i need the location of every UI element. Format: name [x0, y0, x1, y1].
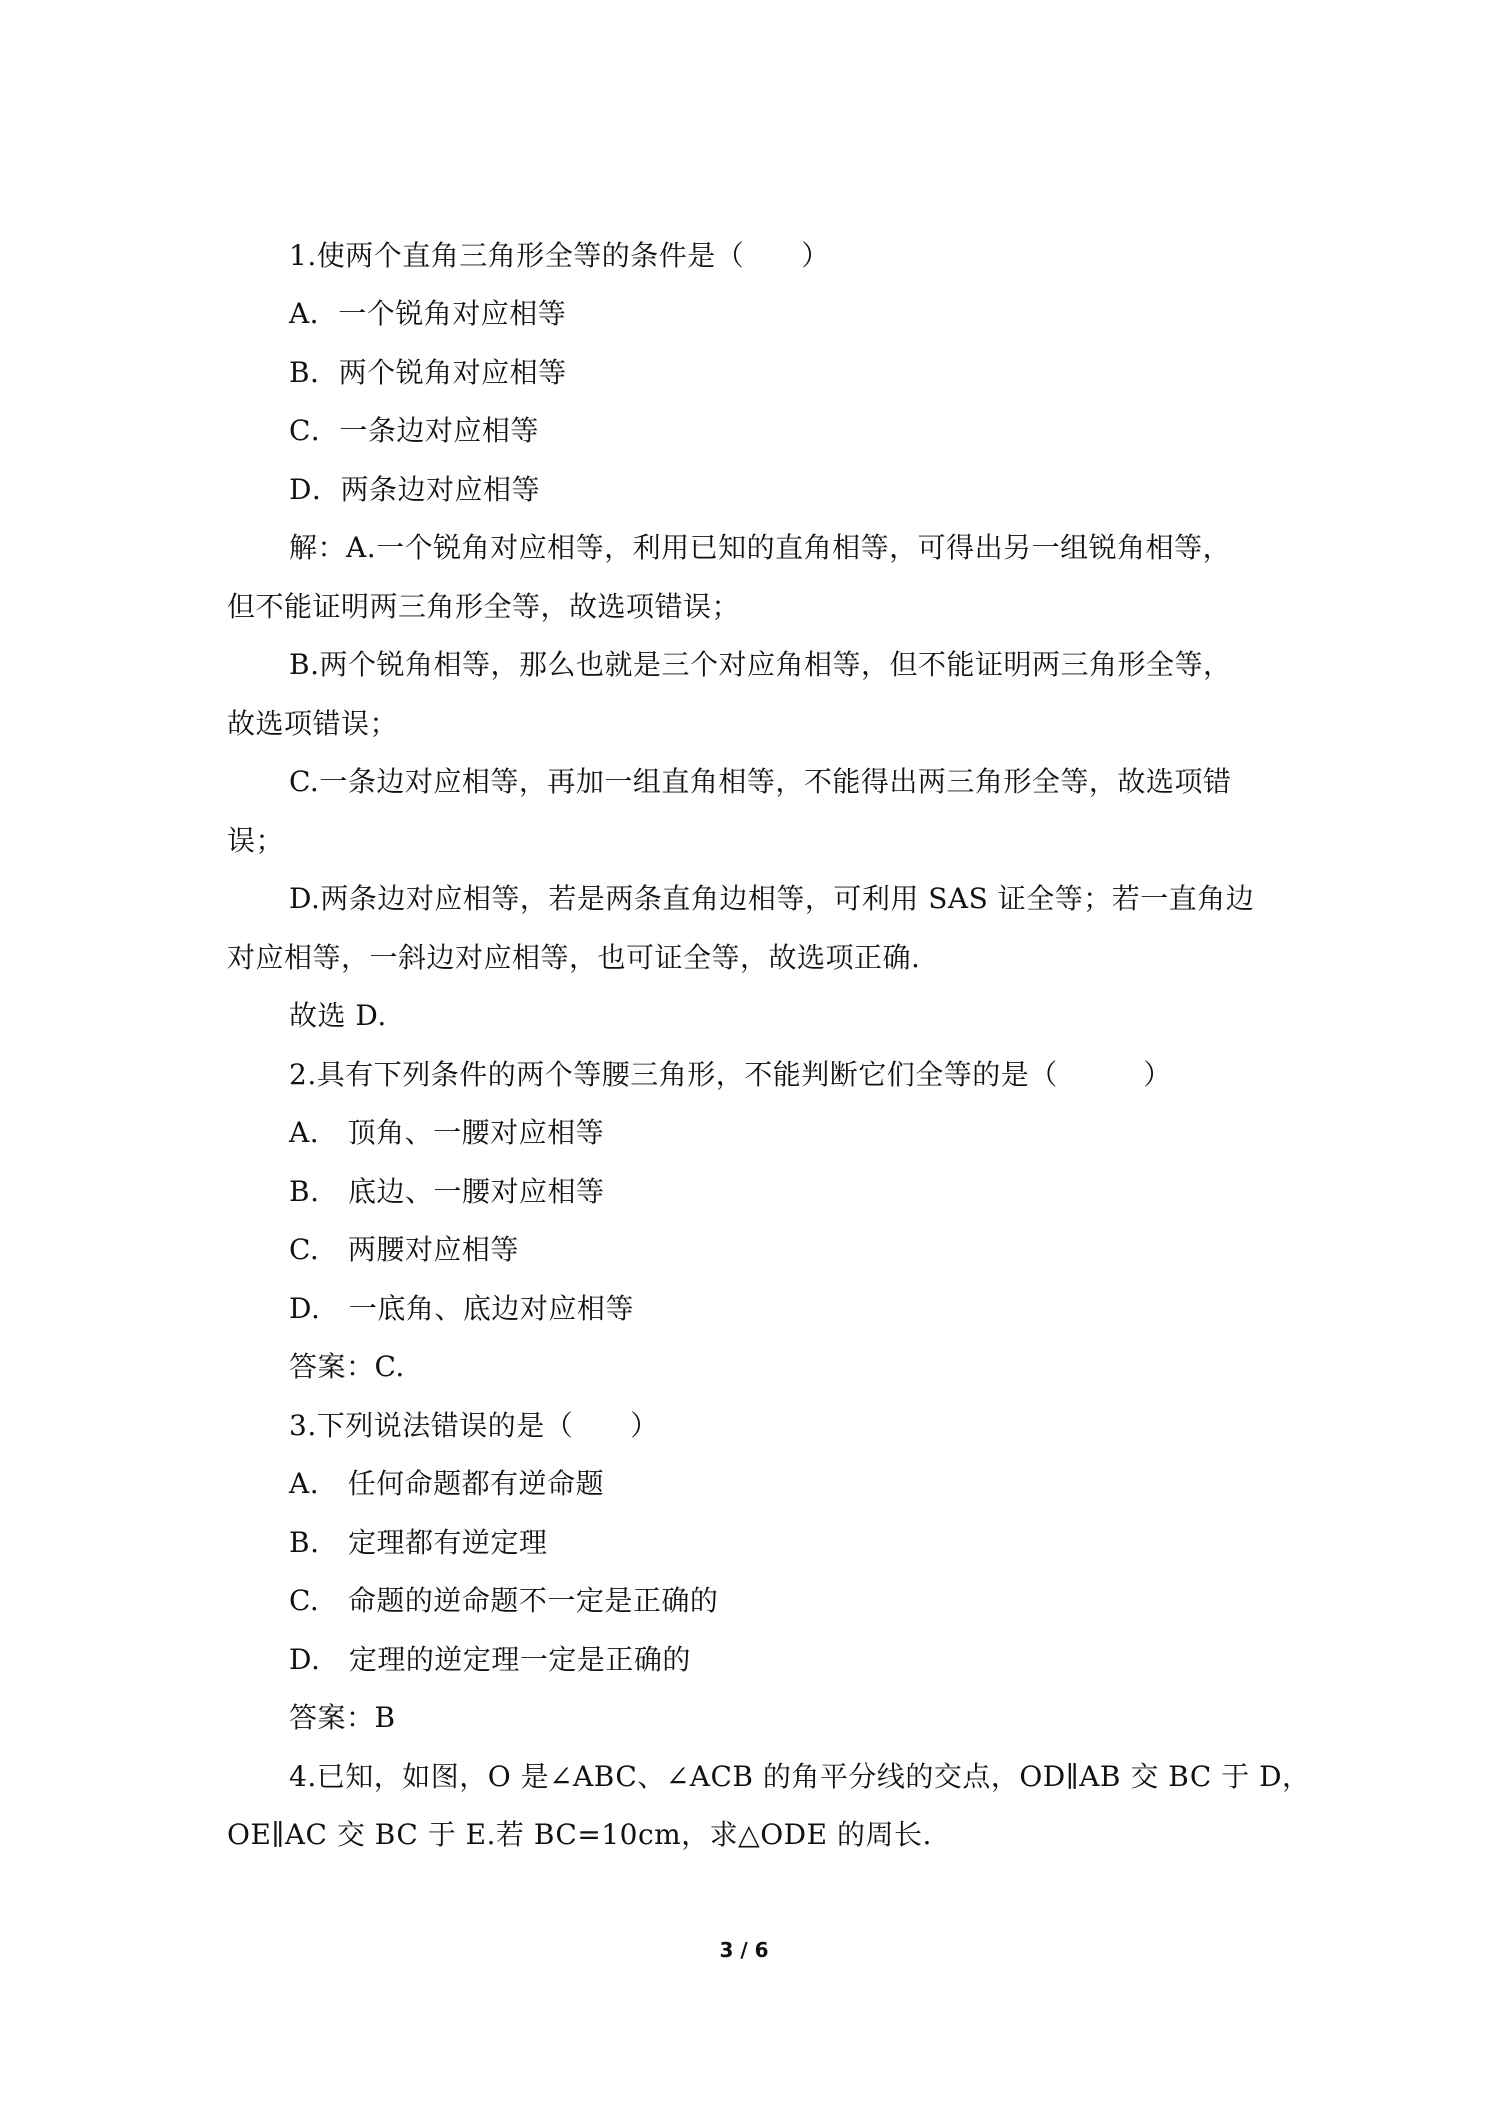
question-1-solution-b-line2: 故选项错误； — [227, 707, 399, 740]
question-1-option-c: C．一条边对应相等 — [289, 414, 539, 447]
question-1-option-d: D．两条边对应相等 — [289, 473, 540, 506]
question-2-option-a: A. 顶角、一腰对应相等 — [289, 1116, 605, 1149]
question-3-option-b: B. 定理都有逆定理 — [289, 1526, 548, 1559]
question-1-stem: 1.使两个直角三角形全等的条件是（ ） — [289, 239, 830, 272]
question-4-stem-line1: 4.已知，如图，O 是∠ABC、∠ACB 的角平分线的交点，OD∥AB 交 BC 于 D， — [289, 1760, 1311, 1793]
question-1-solution-d-line1: D.两条边对应相等，若是两条直角边相等，可利用 SAS 证全等；若一直角边 — [289, 882, 1255, 915]
question-1-solution-c-line1: C.一条边对应相等，再加一组直角相等，不能得出两三角形全等，故选项错 — [289, 765, 1232, 798]
question-4-stem-line2: OE∥AC 交 BC 于 E.若 BC=10cm，求△ODE 的周长. — [227, 1818, 932, 1851]
question-1-solution-c-line2: 误； — [227, 824, 285, 857]
question-1-option-b: B．两个锐角对应相等 — [289, 356, 567, 389]
question-1-solution-d-line2: 对应相等，一斜边对应相等，也可证全等，故选项正确. — [227, 941, 921, 974]
question-2-option-d: D. 一底角、底边对应相等 — [289, 1292, 634, 1325]
question-3-stem: 3.下列说法错误的是（ ） — [289, 1409, 659, 1442]
question-3-option-a: A. 任何命题都有逆命题 — [289, 1467, 605, 1500]
question-1-option-a: A．一个锐角对应相等 — [289, 297, 567, 330]
question-1-solution-a-line1: 解：A.一个锐角对应相等，利用已知的直角相等，可得出另一组锐角相等， — [289, 531, 1232, 564]
page-number: 3 / 6 — [719, 1938, 769, 1962]
question-3-option-d: D. 定理的逆定理一定是正确的 — [289, 1643, 691, 1676]
question-1-answer: 故选 D. — [289, 999, 387, 1032]
question-3-answer: 答案：B — [289, 1701, 396, 1734]
question-2-option-b: B. 底边、一腰对应相等 — [289, 1175, 605, 1208]
question-2-stem: 2.具有下列条件的两个等腰三角形，不能判断它们全等的是（ ） — [289, 1058, 1172, 1091]
question-2-answer: 答案：C. — [289, 1350, 405, 1383]
question-1-solution-b-line1: B.两个锐角相等，那么也就是三个对应角相等，但不能证明两三角形全等， — [289, 648, 1232, 681]
question-1-solution-a-line2: 但不能证明两三角形全等，故选项错误； — [227, 590, 741, 623]
question-2-option-c: C. 两腰对应相等 — [289, 1233, 519, 1266]
question-3-option-c: C. 命题的逆命题不一定是正确的 — [289, 1584, 719, 1617]
